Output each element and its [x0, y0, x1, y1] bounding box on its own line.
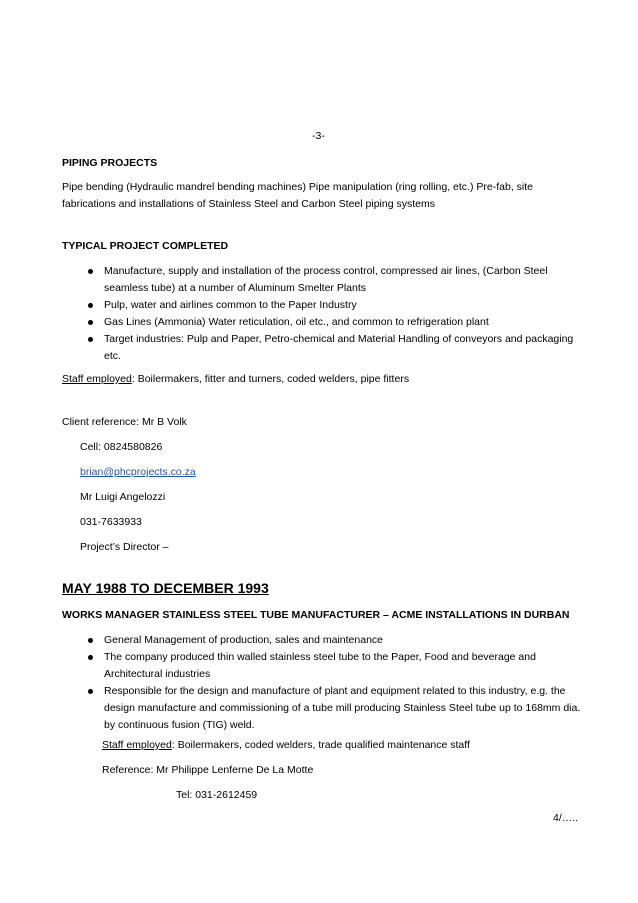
job-staff-employed-line	[102, 737, 470, 753]
list-item: Manufacture, supply and installation of the process control, compressed air lines, (Carbon Steel seamless tube) at a number of Aluminum Smelter Plants	[86, 263, 586, 297]
bullet-icon	[88, 337, 93, 342]
list-item: General Management of production, sales and maintenance	[86, 632, 586, 649]
piping-description: Pipe bending (Hydraulic mandrel bending machines) Pipe manipulation (ring rolling, etc.) Pre-fab, site fabrications and installations of Stainless Steel and Carbon Steel piping systems	[62, 181, 533, 210]
page-number: -3-	[312, 130, 325, 142]
job-duties-list	[86, 632, 586, 734]
job-title: WORKS MANAGER STAINLESS STEEL TUBE MANUFACTURER – ACME INSTALLATIONS IN DURBAN	[62, 609, 570, 621]
job-staff-employed-text: : Boilermakers, coded welders, trade qualified maintenance staff	[171, 739, 470, 751]
client-email-link[interactable]: brian@phcprojects.co.za	[80, 466, 196, 478]
second-contact-phone: 031-7633933	[80, 516, 142, 528]
continuation-marker: 4/…..	[553, 812, 579, 824]
client-reference: Client reference: Mr B Volk	[62, 416, 187, 428]
staff-employed-text: : Boilermakers, fitter and turners, coded welders, pipe fitters	[131, 373, 410, 385]
list-item: Responsible for the design and manufacture of plant and equipment related to this industry, e.g. the design manufacture and commissioning of a tube mill producing Stainless Steel tube up to 168mm dia. by continuous fusion (TIG) weld.	[86, 683, 586, 734]
bullet-icon	[88, 269, 93, 274]
list-item: Pulp, water and airlines common to the Paper Industry	[86, 297, 586, 314]
job-staff-employed-label: Staff employed	[102, 739, 172, 751]
client-email-line	[80, 464, 196, 480]
bullet-icon	[88, 638, 93, 643]
section-title-piping: PIPING PROJECTS	[62, 157, 158, 169]
typical-project-list	[86, 263, 586, 365]
bullet-icon	[88, 320, 93, 325]
list-item: Gas Lines (Ammonia) Water reticulation, oil etc., and common to refrigeration plant	[86, 314, 586, 331]
bullet-icon	[88, 689, 93, 694]
second-contact-role: Project’s Director –	[80, 541, 169, 553]
job-date-heading: MAY 1988 TO DECEMBER 1993	[62, 580, 269, 596]
job-reference-tel: Tel: 031-2612459	[176, 789, 258, 801]
bullet-icon	[88, 655, 93, 660]
second-contact-name: Mr Luigi Angelozzi	[80, 491, 166, 503]
bullet-icon	[88, 303, 93, 308]
section-title-typical-project: TYPICAL PROJECT COMPLETED	[62, 240, 229, 252]
staff-employed-line	[62, 371, 409, 387]
client-cell: Cell: 0824580826	[80, 441, 163, 453]
list-item: The company produced thin walled stainless steel tube to the Paper, Food and beverage and Architectural industries	[86, 649, 586, 683]
staff-employed-label: Staff employed	[62, 373, 132, 385]
job-reference: Reference: Mr Philippe Lenferne De La Motte	[102, 764, 314, 776]
list-item: Target industries: Pulp and Paper, Petro-chemical and Material Handling of conveyors and packaging etc.	[86, 331, 586, 365]
